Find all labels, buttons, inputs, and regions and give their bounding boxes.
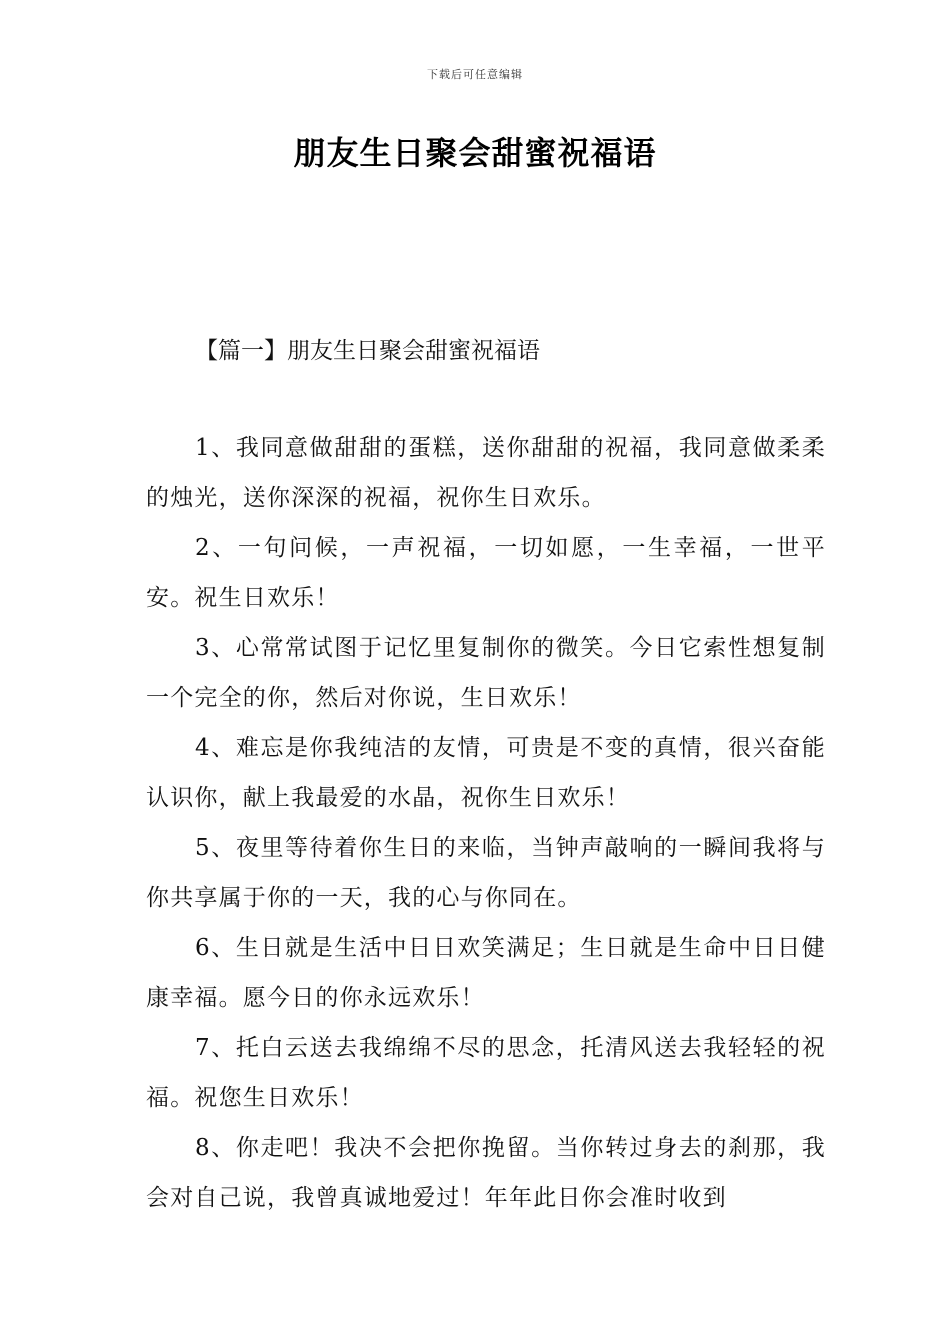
section-heading: 【篇一】朋友生日聚会甜蜜祝福语 xyxy=(195,338,540,364)
wish-paragraph-1: 1、我同意做甜甜的蛋糕，送你甜甜的祝福，我同意做柔柔的烛光，送你深深的祝福，祝你生日欢乐。 xyxy=(146,435,826,511)
wish-paragraph-6: 6、生日就是生活中日日欢笑满足；生日就是生命中日日健康幸福。愿今日的你永远欢乐！ xyxy=(146,935,826,1011)
wish-list xyxy=(146,423,826,1223)
wish-paragraph-8: 8、你走吧！我决不会把你挽留。当你转过身去的刹那，我会对自己说，我曾真诚地爱过！年年此日你会准时收到 xyxy=(146,1135,826,1211)
header-note: 下载后可任意编辑 xyxy=(427,68,523,81)
wish-paragraph-2: 2、一句问候，一声祝福，一切如愿，一生幸福，一世平安。祝生日欢乐！ xyxy=(146,535,826,611)
document-title: 朋友生日聚会甜蜜祝福语 xyxy=(293,134,657,172)
wish-paragraph-4: 4、难忘是你我纯洁的友情，可贵是不变的真情，很兴奋能认识你，献上我最爱的水晶，祝你生日欢乐！ xyxy=(146,735,826,811)
wish-paragraph-7: 7、托白云送去我绵绵不尽的思念，托清风送去我轻轻的祝福。祝您生日欢乐！ xyxy=(146,1035,826,1111)
wish-paragraph-3: 3、心常常试图于记忆里复制你的微笑。今日它索性想复制一个完全的你，然后对你说，生日欢乐！ xyxy=(146,635,826,711)
wish-paragraph-5: 5、夜里等待着你生日的来临，当钟声敲响的一瞬间我将与你共享属于你的一天，我的心与你同在。 xyxy=(146,835,826,911)
